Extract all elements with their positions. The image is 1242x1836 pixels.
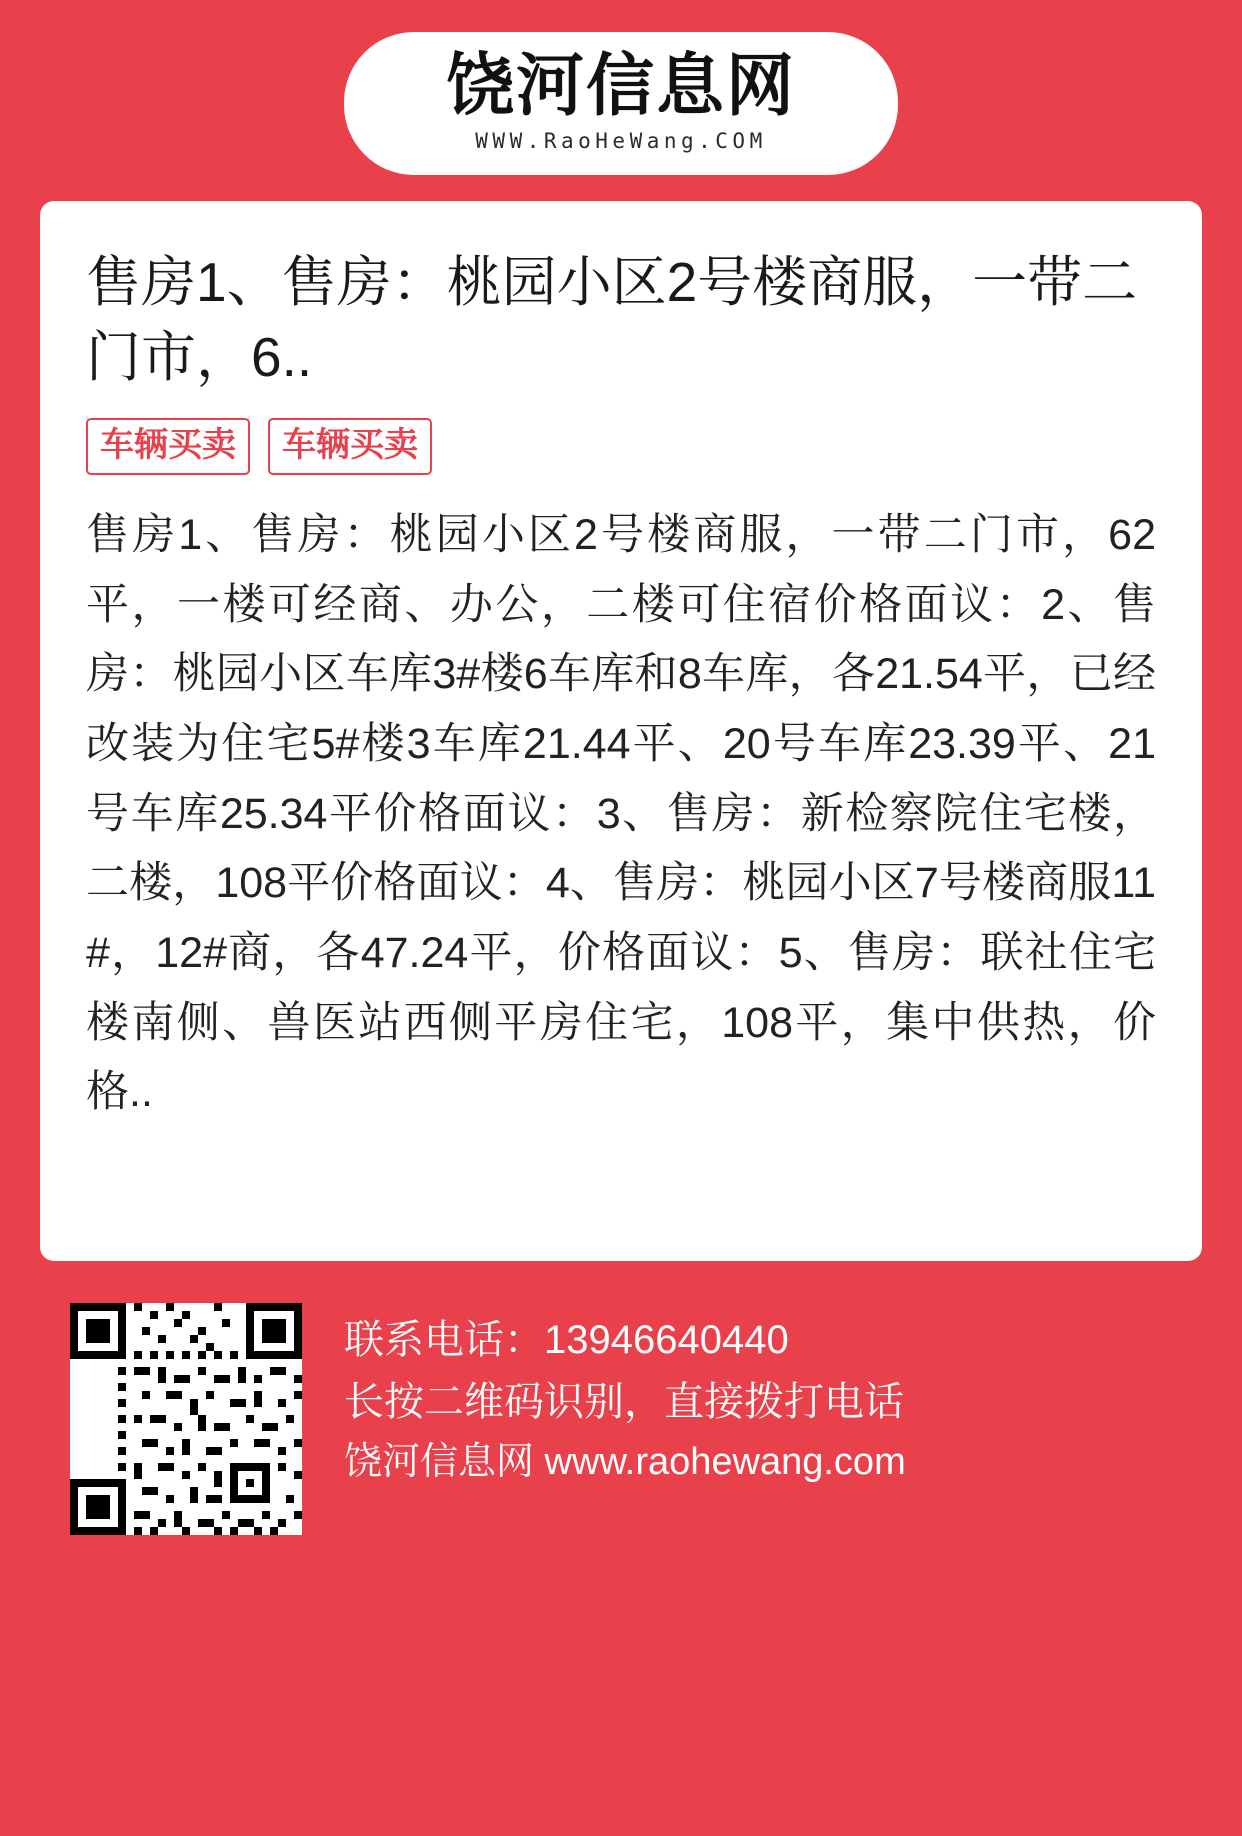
page-title: 售房1、售房：桃园小区2号楼商服，一带二门市，6.. — [86, 251, 1138, 388]
qr-hint: 长按二维码识别，直接拨打电话 — [344, 1380, 904, 1425]
footer — [0, 1261, 1242, 1535]
contact-phone[interactable]: 联系电话：13946640440 — [344, 1318, 789, 1363]
brand-name: 饶河信息网 — [445, 47, 796, 126]
post-card — [40, 201, 1202, 1261]
category-tag[interactable]: 车辆买卖 — [268, 418, 432, 475]
category-tag[interactable]: 车辆买卖 — [86, 418, 250, 475]
brand-header — [0, 0, 1242, 175]
brand-logo — [344, 32, 898, 175]
site-link[interactable]: 饶河信息网 www.raohewang.com — [344, 1441, 906, 1484]
qr-code-icon[interactable] — [70, 1303, 302, 1535]
tag-list — [86, 418, 1156, 475]
brand-domain: WWW.RaoHeWang.COM — [475, 129, 767, 154]
qr-code-svg — [70, 1303, 302, 1535]
post-body: 售房1、售房：桃园小区2号楼商服，一带二门市，62平，一楼可经商、办公，二楼可住宿价格面议：2、售房：桃园小区车库3#楼6车库和8车库，各21.54平，已经改装为住宅5#楼3车库21.44平、20号车库23.39平、21号车库25.34平价格面议：3、售房：新检察院住宅楼，二楼，108平价格面议：4、售房：桃园小区7号楼商服11#，12#商，各47.24平，价格面议：5、售房：联社住宅楼南侧、兽医站西侧平房住宅，108平，集中供热，价格.. — [86, 511, 1156, 1117]
footer-text-block — [344, 1303, 906, 1492]
